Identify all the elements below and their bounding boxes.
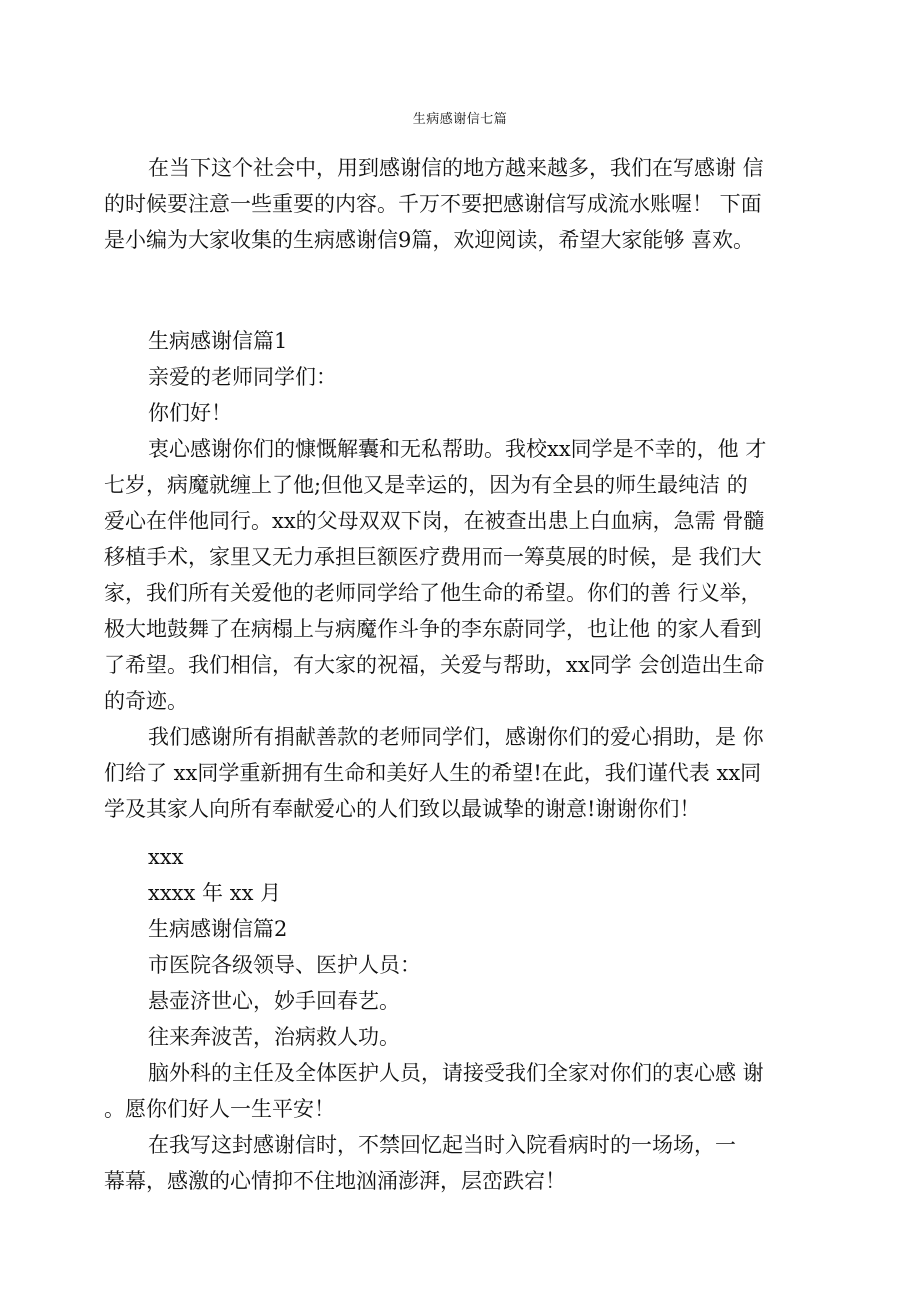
letter2-heading: 生病感谢信篇2: [148, 917, 288, 941]
paragraph-line: 们给了 xx同学重新拥有生命和美好人生的希望!在此，我们谨代表 xx同: [104, 761, 762, 785]
spacer: [104, 827, 826, 839]
intro-paragraph: [104, 150, 826, 258]
paragraph-line: 极大地鼓舞了在病榻上与病魔作斗争的李东蔚同学，也让他 的家人看到: [104, 617, 762, 641]
intro-line: 在当下这个社会中，用到感谢信的地方越来越多，我们在写感谢 信: [148, 156, 764, 180]
letter2-poem-line-1: 悬壶济世心，妙手回春艺。: [148, 989, 400, 1013]
letter1-greeting: 你们好！: [148, 401, 232, 425]
letter1-salutation: 亲爱的老师同学们：: [148, 365, 337, 389]
paragraph-line: 衷心感谢你们的慷慨解囊和无私帮助。我校xx同学是不幸的，他 才: [148, 437, 767, 461]
letter2-poem-line-2: 往来奔波苦，治病救人功。: [148, 1025, 400, 1049]
paragraph-line: 我们感谢所有捐献善款的老师同学们，感谢你们的爱心捐助，是 你: [148, 725, 764, 749]
letter1-date: xxxx 年 xx 月: [148, 881, 282, 905]
paragraph-line: 学及其家人向所有奉献爱心的人们致以最诚挚的谢意!谢谢你们！: [104, 797, 701, 821]
intro-line: 的时候要注意一些重要的内容。千万不要把感谢信写成流水账喔！ 下面: [104, 192, 762, 216]
intro-line: 是小编为大家收集的生病感谢信9篇，欢迎阅读，希望大家能够 喜欢。: [104, 228, 755, 252]
paragraph-line: 爱心在伴他同行。xx的父母双双下岗，在被查出患上白血病，急需 骨髓: [104, 509, 765, 533]
letter1-paragraph-2: [104, 719, 826, 827]
document-title: 生病感谢信七篇: [412, 112, 508, 127]
paragraph-line: 脑外科的主任及全体医护人员，请接受我们全家对你们的衷心感 谢: [148, 1061, 764, 1085]
letters-body: [104, 323, 826, 1199]
paragraph-line: 移植手术，家里又无力承担巨额医疗费用而一筹莫展的时候，是 我们大: [104, 545, 762, 569]
letter2-paragraph-2: [104, 1127, 826, 1199]
paragraph-line: 的奇迹。: [104, 689, 188, 713]
letter2-salutation: 市医院各级领导、医护人员：: [148, 953, 421, 977]
letter2-paragraph-1: [104, 1055, 826, 1127]
paragraph-line: 幕幕，感激的心情抑不住地汹涌澎湃，层峦跌宕！: [104, 1169, 566, 1193]
paragraph-line: 七岁，病魔就缠上了他;但他又是幸运的，因为有全县的师生最纯洁 的: [104, 473, 748, 497]
paragraph-line: 家，我们所有关爱他的老师同学给了他生命的希望。你们的善 行义举，: [104, 581, 762, 605]
paragraph-line: 。愿你们好人一生平安！: [104, 1097, 335, 1121]
paragraph-line: 在我写这封感谢信时，不禁回忆起当时入院看病时的一场场，一: [148, 1133, 736, 1157]
letter1-heading: 生病感谢信篇1: [148, 329, 288, 353]
letter1-signature: xxx: [148, 845, 184, 869]
letter1-paragraph-1: [104, 431, 826, 719]
paragraph-line: 了希望。我们相信，有大家的祝福，关爱与帮助，xx同学 会创造出生命: [104, 653, 765, 677]
